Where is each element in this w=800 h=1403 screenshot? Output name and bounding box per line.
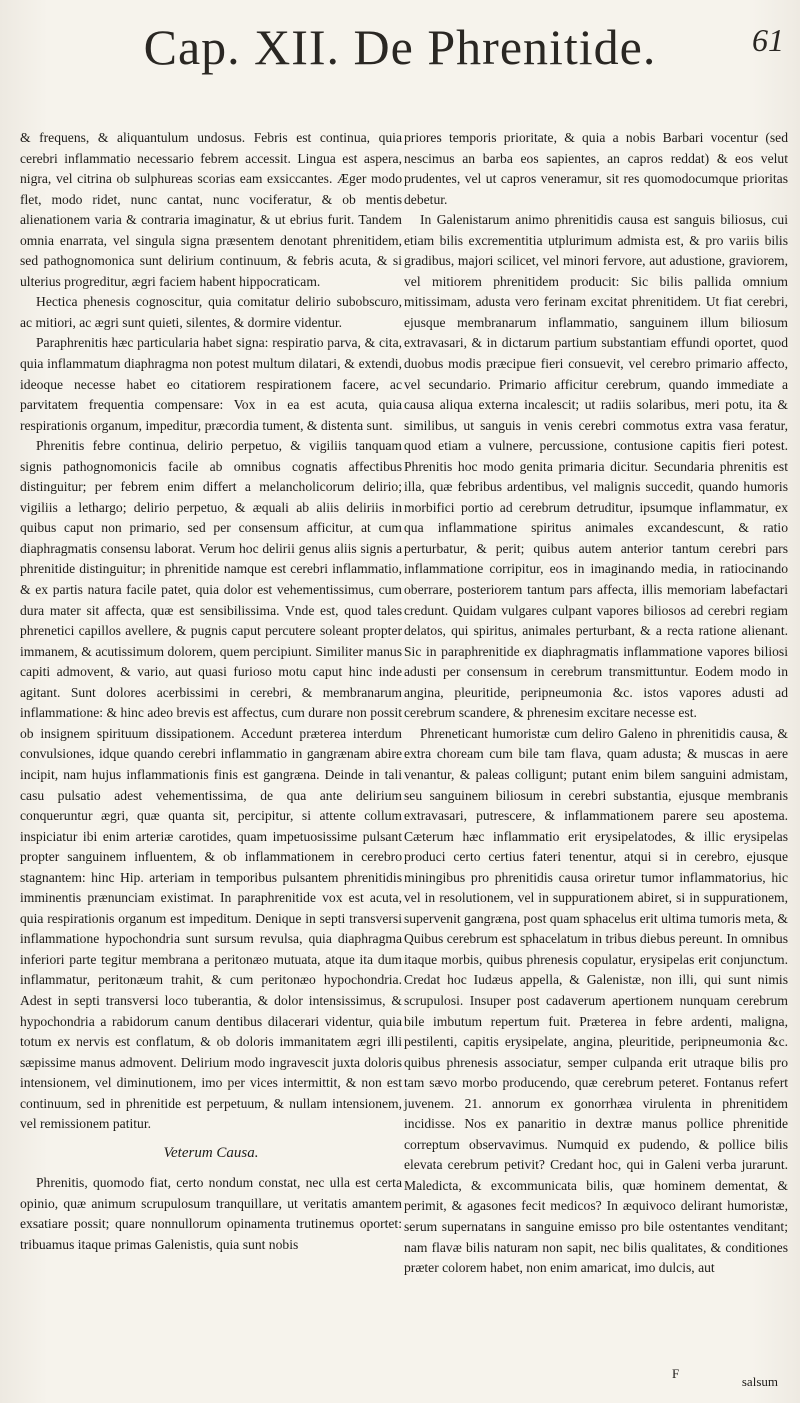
paragraph: Paraphrenitis hæc particularia habet signa: respiratio parva, & cita, quia inflammatum diaphragma non potest multum dilatari, & extendi, ideoque necesse habet eo citatiorem respirationem facere, ac parvitatem frequentia compensare: Vox in ea est acuta, quia respirationis organum, impeditur, præcordia tument, & distenta sunt. [20,335,402,433]
left-column [20,128,402,1256]
section-title: Veterum Causa. [163,1144,259,1161]
right-column [404,128,788,1279]
signature-mark: F [672,1366,682,1381]
page-number: 61 [752,22,784,58]
paragraph: In Galenistarum animo phrenitidis causa est sanguis biliosus, cui etiam bilis excrementitia utplurimum admista est, & pro variis bilis gradibus, majori scilicet, vel minori fervore, aut adustione, graviorem, vel mitiorem phrenitidem producit: Sic bilis pallida omnium mitissimam, adusta vero ferinam excitat phrenitidem. Ut fiat cerebri, ejusque membranarum inflammatio, sanguinem illum biliosum extravasari, & in dictarum partium substantiam effundi oportet, quod duobus modis præcipue fieri consuevit, vel cerebro primario affecto, vel secundario. Primario afficitur cerebrum, quando immediate a causa aliqua externa incalescit; ut radiis solaribus, meri potu, ita & similibus, ut sanguis in venis cerebri commotus extra vasa feratur, quod etiam a vulnere, percussione, contusione capitis fieri potest. Phrenitis hoc modo genita primaria dicitur. Secundaria phrenitis est illa, quæ febribus ardentibus, vel malignis succedit, quando humoris morbifici portio ad cerebrum detruditur, ipsumque inflammatur, ex qua inflammatione spiritus animales excandescunt, & ratio perturbatur, & perit; quibus autem anterior tantum cerebri pars inflammatione corripitur, eos in imaginando media, in ratiocinando oberrare, posteriorem tantum pars affecta, illis memoriam labefactari credunt. Quidam vulgares culpant vapores biliosos ad cerebri regiam delatos, qui spiritus, animales perturbant, & a recta ratione alienant. Sic in paraphrenitide ex diaphragmatis inflammatione vapores biliosi adusti per consensum in cerebrum transmittuntur. Eodem modo in angina, pleuritide, peripneumonia &c. istos vapores adusti ad cerebrum scandere, & phrenesim excitare necesse est. [404,212,788,721]
paragraph: Phrenitis, quomodo fiat, certo nondum constat, nec ulla est certa opinio, quæ animum scrupulosum tranquillare, ut veritatis amantem exsatiare possit; quare nonnullorum opinamenta trutinemus oportet: tribuamus itaque primas Galenistis, quia sunt nobis [20,1175,402,1252]
paragraph: Phreneticant humoristæ cum deliro Galeno in phrenitidis causa, & extra choream cum bile tam flava, quam adusta; & muscas in aere venantur, & paleas colligunt; putant enim bilem sanguini admistam, seu sanguinem biliosum in cerebri substantia, ejusque membranis extravasari, putrescere, & inflammationem parere seu apostema. Cæterum hæc inflammatio erit erysipelatodes, & illic erysipelas produci certo certius fateri tenentur, atqui si in cerebro, ejusque miningibus pro phrenitidis causa oriretur tumor inflammatorius, hic vel in resolutionem, vel in suppurationem abiret, si in suppurationem, supervenit gangræna, post quam sphacelus erit ultima tumoris meta, & Quibus cerebrum est sphacelatum in tribus diebus pereunt. In omnibus itaque morbis, quibus phrenesis copulatur, erysipelas erit conjunctum. Credat hoc Iudæus appella, & Galenistæ, non illi, qui sunt nimis scrupulosi. Insuper post cadaverum apertionem nunquam cerebrum bile imbutum repertum fuit. Præterea in febre ardenti, maligna, pestilenti, capitis erysipelate, angina, pleuritide, peripneumonia &c. quibus phrenesis associatur, semper culpanda erit utraque bilis pro tam sævo morbo producendo, quæ cerebrum peteret. Fontanus refert juvenem. 21. annorum ex gonorrhæa virulenta in phrenitidem incidisse. Nos ex panaritio in dextræ manus pollice phrenitide correptum observavimus. Numquid ex pudendo, & pollice bilis elevata cerebrum petivit? Credant hoc, qui in Galeni verba jurarunt. Maledicta, & excommunicata bilis, quæ hominem dementat, & perimit, & agasones fecit medicos? In æquivoco delirant humoristæ, serum supernatans in sanguine emisso pro bile ostentantes venditant; nam flavæ bilis naturam non sapit, nec bilis qualitates, & conditiones præter colorem habet, non enim amaricat, imo dulcis, aut [404,725,788,1276]
page-header [0,12,800,82]
paragraph: priores temporis prioritate, & quia a nobis Barbari vocentur (sed nescimus an barba eos sapientes, an capros reddat) & eos velut prudentes, vel ut capros veneramur, sit res quomodocumque prioritas debetur. [404,130,788,207]
paragraph: Hectica phenesis cognoscitur, quia comitatur delirio subobscuro, ac mitiori, ac ægri sunt quieti, silentes, & dormire videntur. [20,294,402,330]
running-head: Cap. XII. De Phrenitide. [143,19,657,75]
catchword: salsum [741,1374,778,1389]
paragraph: Phrenitis febre continua, delirio perpetuo, & vigiliis tanquam signis pathognomonicis facile ab omnibus cognatis affectibus distinguitur; per febrem enim differt a melancholicorum delirio; vigiliis a lethargo; delirio perpetuo, & æquali ab aliis deliriis in quibus caput non primario, sed per consensum afficitur, at cum diaphragmatis consensu laborat. Verum hoc delirii genus aliis signis a phrenitide distinguitur; in phrenitide namque est cerebri inflammatio, & ex partis natura facile patet, quia dolor est vehementissimus, cum dura mater sit affecta, quæ est sensibilissima. Vnde est, quod tales phrenetici capillos avellere, & pugnis caput percutere soleant propter immanem, & acutissimum dolorem, quem percipiunt. Similiter manus capiti admovent, & vario, aut quasi furioso motu caput hinc inde agitant. Sunt dolores acerbissimi in cerebri, & membranarum inflammatione: & hinc adeo brevis est affectus, cum durare non possit ob insignem spirituum dissipationem. Accedunt præterea interdum convulsiones, idque quando cerebri inflammatio in gangrænam abire incipit, nam hujus inflammationis finis est gangræna. Deinde in tali casu pulsatio adest vehementissima, de qua ante delirium conqueruntur ægri, quæ quanta sit, percipitur, si attente collum inspiciatur ibi enim arteriæ carotides, quam impetuosissime pulsant propter sanguinem influentem, & ob inflammationem in cerebro stagnantem: hinc Hip. arteriam in temporibus pulsantem phrenitidis imminentis prænunciam existimat. In paraphrenitide vox est acuta, quia respirationis organum est impeditum. Denique in septi transversi inflammatione hypochondria sunt sursum revulsa, quia diaphragma inferiori parte tegitur membrana a peritonæo mutuata, atque ita dum inflammatur, peritonæum trahit, & cum peritonæo hypochondria. Adest in septi transversi loco tuberantia, & dolor intensissimus, & hypochondria a rabidorum canum dentibus dilacerari videntur, quia totum ex nervis est conflatum, & ob doloris immanitatem ægri illi sæpissime manus admovent. Delirium modo ingravescit juxta doloris intensionem, vel diminutionem, imo per vices intermittit, & non est continuum, sed in phrenitide est perpetuum, & nullam intensionem, vel remissionem patitur. [20,438,402,1132]
paragraph: & frequens, & aliquantulum undosus. Febris est continua, quia cerebri inflammatio necessario febrem accessit. Lingua est aspera, nigra, vel citrina ob sulphureas scorias eam exsiccantes. Æger modo flet, modo ridet, nunc cantat, nunc vociferatur, & ob mentis alienationem varia & contraria imaginatur, & ut ebrius furit. Tandem omnia enarrata, vel singula signa præsentem denotant phrenitidem, sed pathognomonica sunt delirium continuum, & febris acuta, & si ulterius progreditur, ægri faciem habent hippocraticam. [20,130,402,289]
